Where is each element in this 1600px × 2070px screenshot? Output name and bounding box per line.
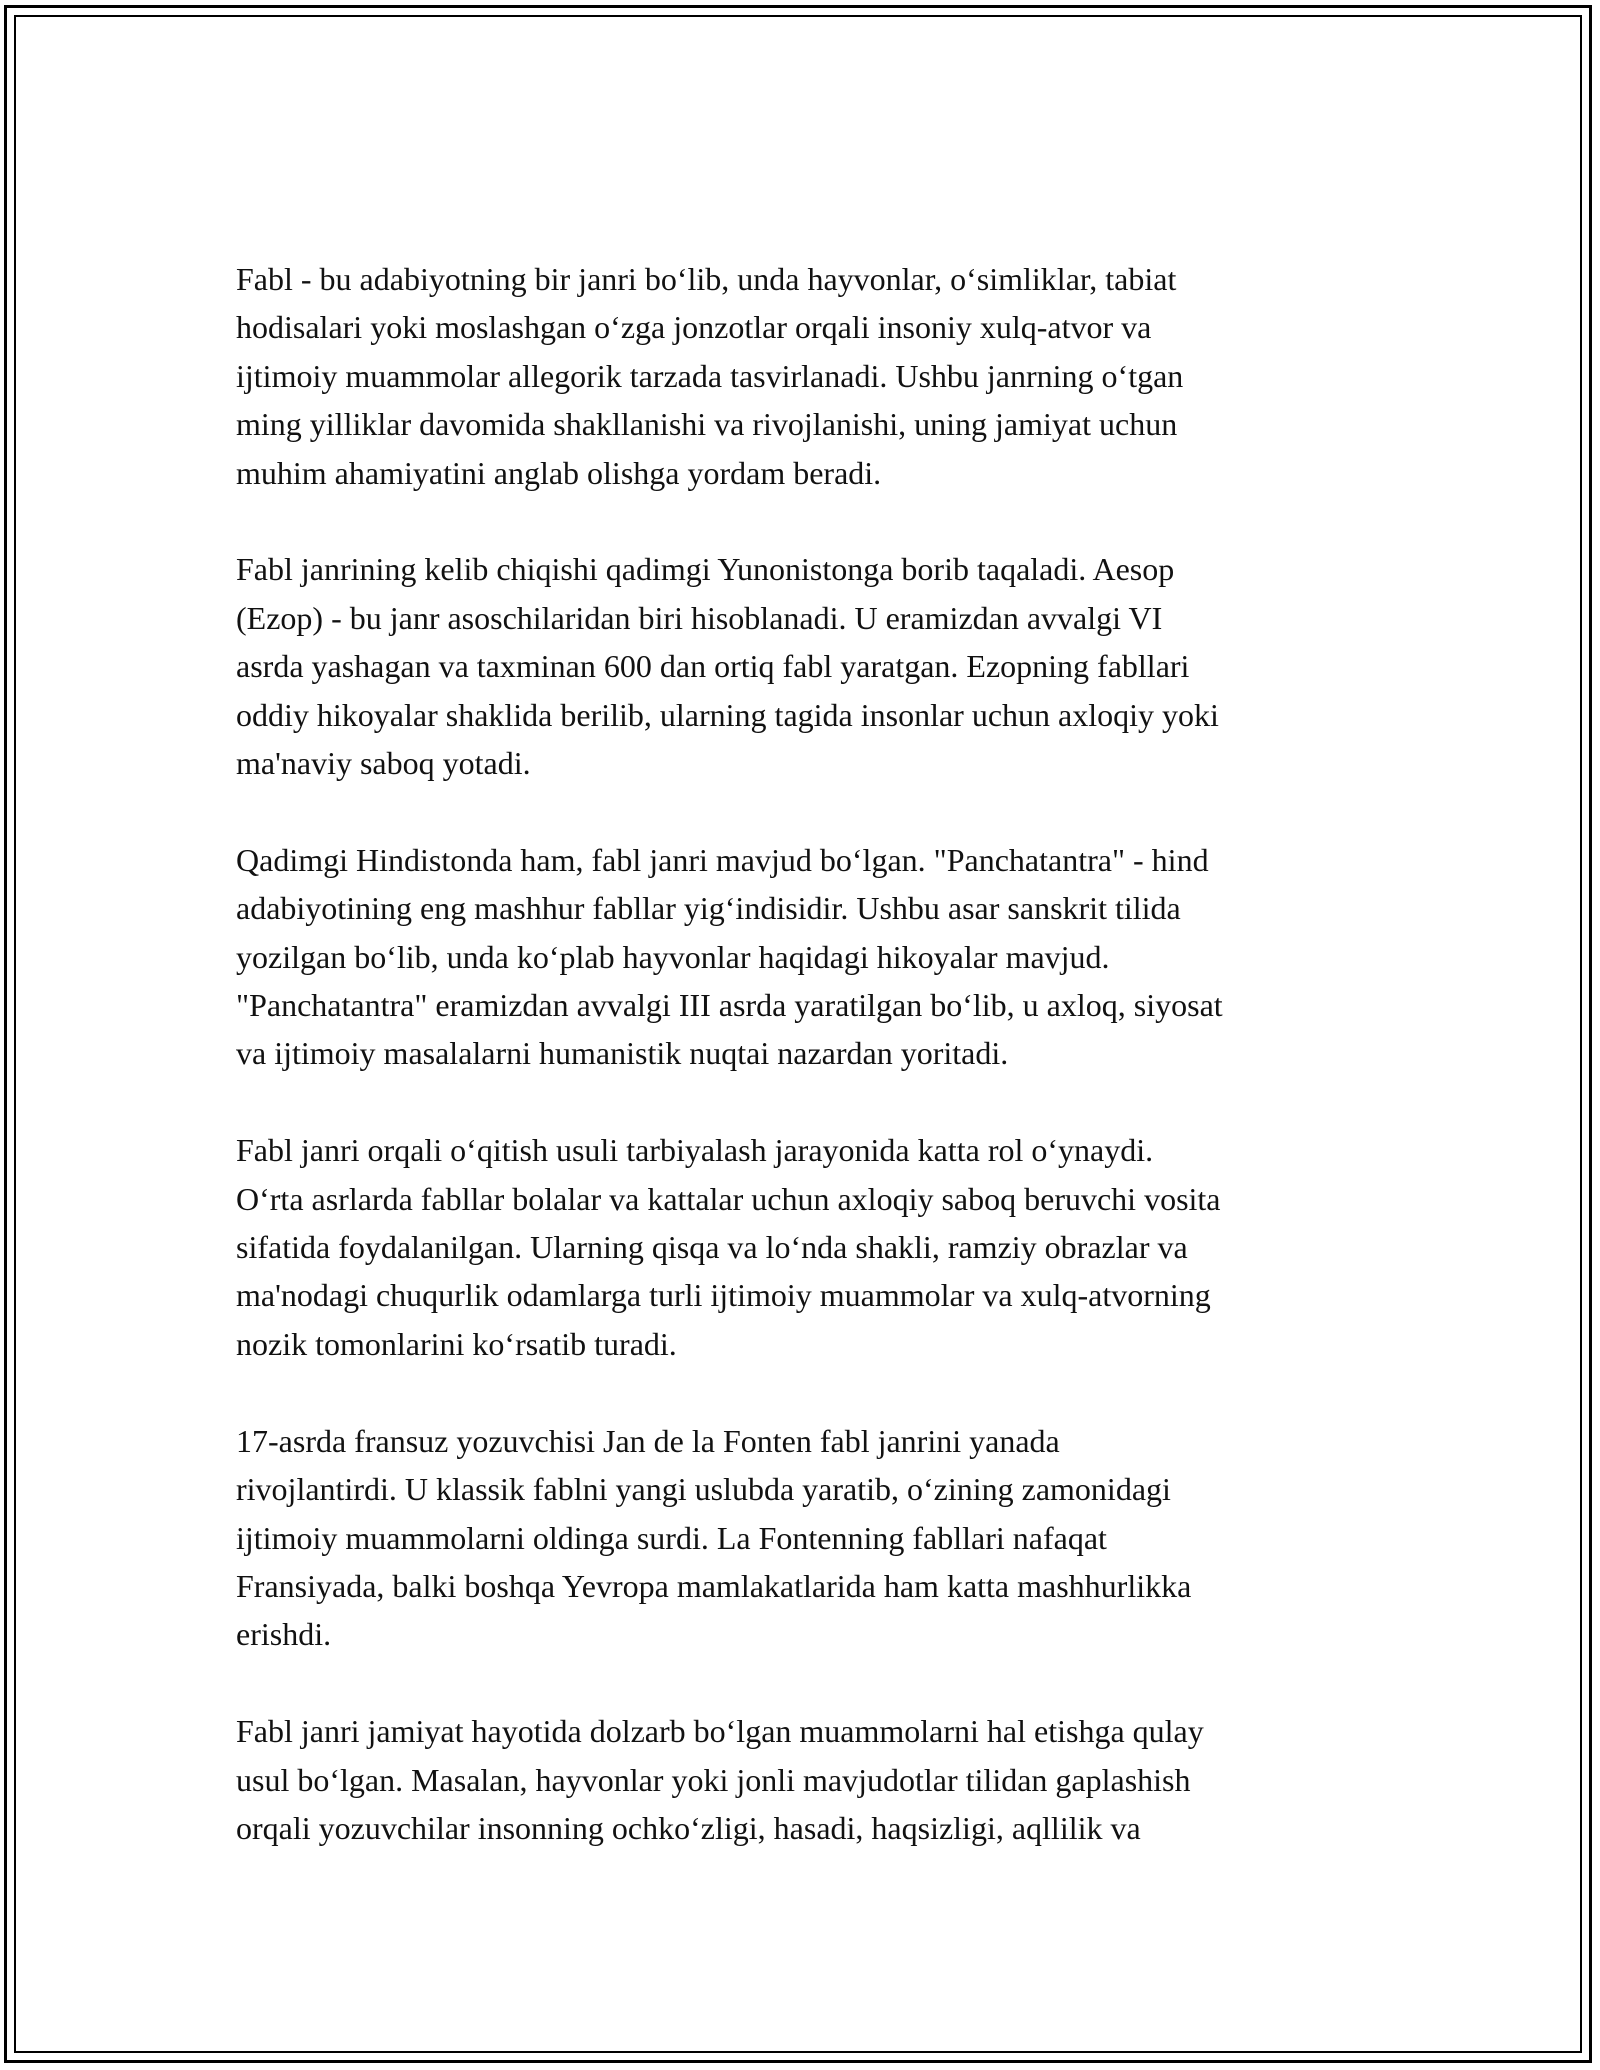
paragraph-6 (236, 1707, 1386, 1852)
text-line: Fabl janri orqali o‘qitish usuli tarbiyalash jarayonida katta rol o‘ynaydi. (236, 1132, 1154, 1169)
paragraph-5 (236, 1417, 1386, 1659)
text-line: sifatida foydalanilgan. Ularning qisqa va lo‘nda shakli, ramziy obrazlar va (236, 1229, 1188, 1266)
text-line: yozilgan bo‘lib, unda ko‘plab hayvonlar haqidagi hikoyalar mavjud. (236, 938, 1110, 975)
paragraph-3 (236, 836, 1386, 1078)
text-line: nozik tomonlarini ko‘rsatib turadi. (236, 1325, 677, 1362)
text-line: Fabl - bu adabiyotning bir janri bo‘lib, unda hayvonlar, o‘simliklar, tabiat (236, 261, 1177, 297)
text-line: rivojlantirdi. U klassik fablni yangi uslubda yaratib, o‘zining zamonidagi (236, 1471, 1171, 1508)
text-line: (Ezop) - bu janr asoschilaridan biri hisoblanadi. U eramizdan avvalgi VI (236, 599, 1163, 636)
text-line: ming yilliklar davomida shakllanishi va rivojlanishi, uning jamiyat uchun (236, 406, 1178, 443)
text-line: Fransiyada, balki boshqa Yevropa mamlakatlarida ham katta mashhurlikka (236, 1567, 1192, 1604)
text-line: asrda yashagan va taxminan 600 dan ortiq fabl yaratgan. Ezopning fabllari (236, 648, 1190, 685)
paragraph-2 (236, 545, 1386, 787)
text-line: Fabl janrining kelib chiqishi qadimgi Yunonistonga borib taqaladi. Aesop (236, 551, 1175, 588)
text-line: ma'nodagi chuqurlik odamlarga turli ijtimoiy muammolar va xulq-atvorning (236, 1277, 1211, 1314)
paragraph-4 (236, 1126, 1386, 1368)
text-line: O‘rta asrlarda fabllar bolalar va kattalar uchun axloqiy saboq beruvchi vosita (236, 1180, 1221, 1217)
text-line: ma'naviy saboq yotadi. (236, 745, 531, 782)
text-line: Fabl janri jamiyat hayotida dolzarb bo‘lgan muammolarni hal etishga qulay (236, 1713, 1204, 1750)
text-line: orqali yozuvchilar insonning ochko‘zligi, hasadi, haqsizligi, aqllilik va (236, 1809, 1141, 1846)
text-line: oddiy hikoyalar shaklida berilib, ularning tagida insonlar uchun axloqiy yoki (236, 696, 1219, 733)
text-line: hodisalari yoki moslashgan o‘zga jonzotlar orqali insoniy xulq-atvor va (236, 309, 1152, 346)
text-line: "Panchatantra" eramizdan avvalgi III asrda yaratilgan bo‘lib, u axloq, siyosat (236, 987, 1223, 1024)
text-line: usul bo‘lgan. Masalan, hayvonlar yoki jonli mavjudotlar tilidan gaplashish (236, 1761, 1191, 1798)
text-line: muhim ahamiyatini anglab olishga yordam beradi. (236, 454, 882, 491)
text-line: Qadimgi Hindistonda ham, fabl janri mavjud bo‘lgan. "Panchatantra" - hind (236, 841, 1209, 878)
text-line: ijtimoiy muammolarni oldinga surdi. La Fontenning fabllari nafaqat (236, 1519, 1107, 1556)
text-line: ijtimoiy muammolar allegorik tarzada tasvirlanadi. Ushbu janrning o‘tgan (236, 357, 1184, 394)
text-line: adabiyotining eng mashhur fabllar yig‘indisidir. Ushbu asar sanskrit tilida (236, 890, 1181, 927)
text-line: va ijtimoiy masalalarni humanistik nuqtai nazardan yoritadi. (236, 1035, 1009, 1072)
document-body (236, 255, 1386, 1901)
text-line: erishdi. (236, 1616, 332, 1653)
paragraph-1 (236, 255, 1386, 497)
text-line: 17-asrda fransuz yozuvchisi Jan de la Fonten fabl janrini yanada (236, 1422, 1060, 1459)
